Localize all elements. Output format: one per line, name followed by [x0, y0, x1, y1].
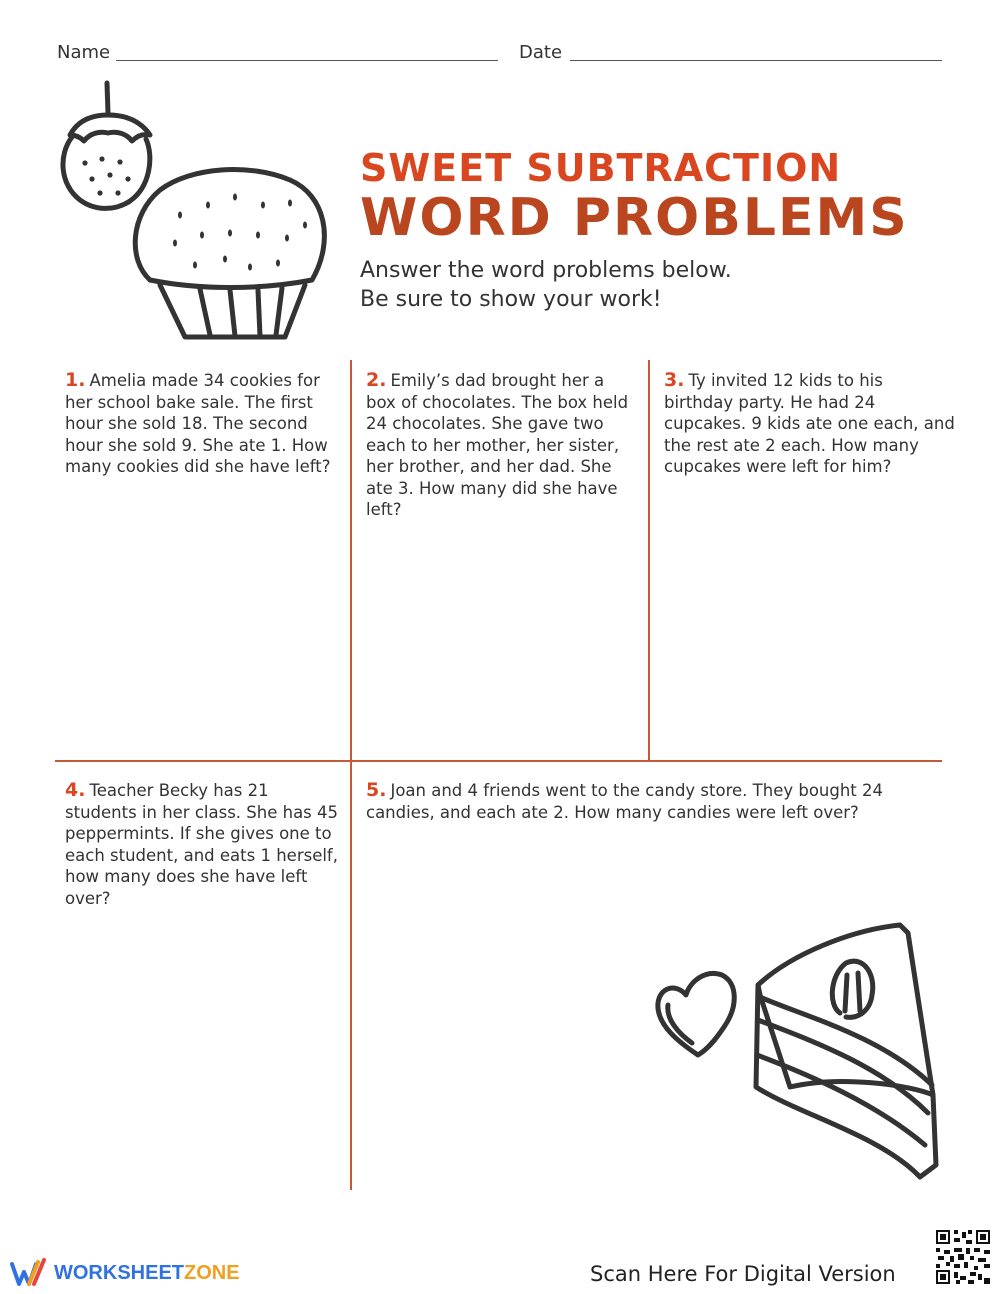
instructions-line2: Be sure to show your work! — [360, 287, 662, 312]
problem-3 — [664, 370, 956, 478]
problem-number: 4. — [65, 779, 86, 801]
grid-divider-vertical-left — [350, 360, 352, 1190]
worksheet-zone-logo-icon — [10, 1258, 48, 1288]
problem-4 — [65, 780, 343, 909]
instructions — [360, 256, 732, 314]
worksheet-title-line1: SWEET SUBTRACTION — [360, 146, 842, 190]
problem-text: Ty invited 12 kids to his birthday party. He had 24 cupcakes. 9 kids ate one each, and the rest ate 2 each. How many cupcakes were left for him? — [664, 371, 955, 476]
worksheet-title-line2: WORD PROBLEMS — [360, 188, 909, 248]
grid-divider-vertical-right — [648, 360, 650, 762]
problem-number: 1. — [65, 369, 86, 391]
name-field[interactable] — [116, 60, 498, 61]
problem-2 — [366, 370, 638, 521]
brand-name-part1: WORKSHEET — [54, 1261, 184, 1284]
scan-text: Scan Here For Digital Version — [590, 1262, 896, 1286]
qr-code-icon[interactable] — [934, 1228, 992, 1286]
worksheet-zone-brand[interactable] — [10, 1258, 240, 1288]
problem-5 — [366, 780, 911, 823]
grid-divider-horizontal — [55, 760, 942, 762]
problem-number: 2. — [366, 369, 387, 391]
problem-text: Emily’s dad brought her a box of chocolates. The box held 24 chocolates. She gave two each to her mother, her sister, her brother, and her dad. She ate 3. How many did she have left? — [366, 371, 629, 519]
heart-cake-illustration — [650, 915, 950, 1195]
problem-text: Teacher Becky has 21 students in her class. She has 45 peppermints. If she gives one to each student, and eats 1 herself, how many does she have left over? — [65, 781, 339, 908]
problem-text: Amelia made 34 cookies for her school bake sale. The first hour she sold 18. The second hour she sold 9. She ate 1. How many cookies did she have left? — [65, 371, 331, 476]
problem-number: 3. — [664, 369, 685, 391]
instructions-line1: Answer the word problems below. — [360, 258, 732, 283]
problem-text: Joan and 4 friends went to the candy store. They bought 24 candies, and each ate 2. How many candies were left over? — [366, 781, 884, 822]
problem-number: 5. — [366, 779, 387, 801]
name-label: Name — [57, 42, 111, 63]
strawberry-muffin-illustration — [50, 75, 340, 345]
brand-name-part2: ZONE — [184, 1261, 240, 1284]
date-field[interactable] — [570, 60, 942, 61]
brand-name — [54, 1262, 240, 1285]
problem-1 — [65, 370, 340, 478]
date-label: Date — [519, 42, 563, 63]
